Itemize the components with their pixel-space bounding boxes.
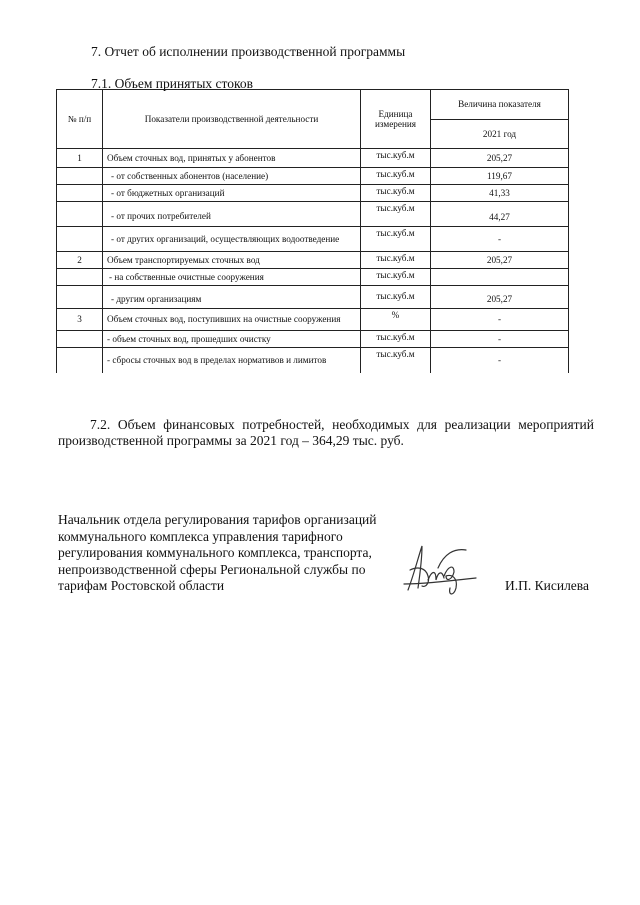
row-unit: тыс.куб.м (361, 202, 431, 227)
intake-volume-table (56, 89, 569, 373)
table-row (57, 185, 569, 202)
header-value: Величина показателя (431, 90, 569, 120)
position-line: регулирования коммунального комплекса, транспорта, (58, 545, 372, 560)
row-unit: тыс.куб.м (361, 252, 431, 269)
row-value: 205,27 (431, 252, 569, 269)
row-value: 41,33 (431, 185, 569, 202)
row-unit: тыс.куб.м (361, 269, 431, 286)
row-value (431, 269, 569, 286)
position-line: тарифам Ростовской области (58, 578, 225, 593)
header-indicator: Показатели производственной деятельности (103, 90, 361, 149)
signatory-name: И.П. Кисилева (505, 578, 589, 593)
row-num (57, 269, 103, 286)
row-value: - (431, 331, 569, 348)
financial-needs-paragraph: 7.2. Объем финансовых потребностей, необходимых для реализации мероприятий производственной программы за 2021 год – 364,29 тыс. руб. (58, 417, 594, 448)
row-unit: тыс.куб.м (361, 227, 431, 252)
row-name: Объем транспортируемых сточных вод (103, 252, 361, 269)
row-name: - от других организаций, осуществляющих водоотведение (103, 227, 361, 252)
row-unit: тыс.куб.м (361, 168, 431, 185)
row-num (57, 348, 103, 373)
row-name: Объем сточных вод, принятых у абонентов (103, 149, 361, 168)
header-unit: Единица измерения (361, 90, 431, 149)
row-name: - объем сточных вод, прошедших очистку (103, 331, 361, 348)
row-value: 205,27 (431, 286, 569, 309)
table-row (57, 252, 569, 269)
position-line: коммунального комплекса управления тарифного (58, 528, 343, 544)
row-name: - другим организациям (103, 286, 361, 309)
row-unit: тыс.куб.м (361, 348, 431, 373)
table-row (57, 202, 569, 227)
row-name: - сбросы сточных вод в пределах нормативов и лимитов (103, 348, 361, 373)
row-name: - от прочих потребителей (103, 202, 361, 227)
table-row (57, 348, 569, 373)
row-unit: % (361, 309, 431, 331)
row-value: 44,27 (431, 202, 569, 227)
row-num: 3 (57, 309, 103, 331)
row-num (57, 331, 103, 348)
table-row (57, 309, 569, 331)
row-value: - (431, 227, 569, 252)
row-unit: тыс.куб.м (361, 149, 431, 168)
row-num: 1 (57, 149, 103, 168)
position-line: Начальник отдела регулирования тарифов организаций (58, 512, 377, 527)
signatory-position (58, 512, 398, 595)
subsection-title: 7.1. Объем принятых стоков (91, 76, 253, 91)
header-num: № п/п (57, 90, 103, 149)
row-name: Объем сточных вод, поступивших на очистные сооружения (103, 309, 361, 331)
row-num (57, 286, 103, 309)
row-unit: тыс.куб.м (361, 286, 431, 309)
handwritten-signature (400, 540, 480, 600)
row-value: 119,67 (431, 168, 569, 185)
row-unit: тыс.куб.м (361, 331, 431, 348)
section-title: 7. Отчет об исполнении производственной программы (91, 44, 406, 59)
row-name: - от собственных абонентов (население) (103, 168, 361, 185)
row-num (57, 227, 103, 252)
table-row (57, 227, 569, 252)
row-name: - от бюджетных организаций (103, 185, 361, 202)
position-line: непроизводственной сферы Региональной службы по (58, 561, 366, 577)
row-num (57, 185, 103, 202)
row-num (57, 202, 103, 227)
table-row (57, 149, 569, 168)
row-value: - (431, 348, 569, 373)
row-unit: тыс.куб.м (361, 185, 431, 202)
table-row (57, 269, 569, 286)
table-row (57, 331, 569, 348)
table-row (57, 286, 569, 309)
row-name: - на собственные очистные сооружения (103, 269, 361, 286)
header-year: 2021 год (431, 120, 569, 149)
row-value: - (431, 309, 569, 331)
table-row (57, 168, 569, 185)
row-value: 205,27 (431, 149, 569, 168)
row-num: 2 (57, 252, 103, 269)
row-num (57, 168, 103, 185)
